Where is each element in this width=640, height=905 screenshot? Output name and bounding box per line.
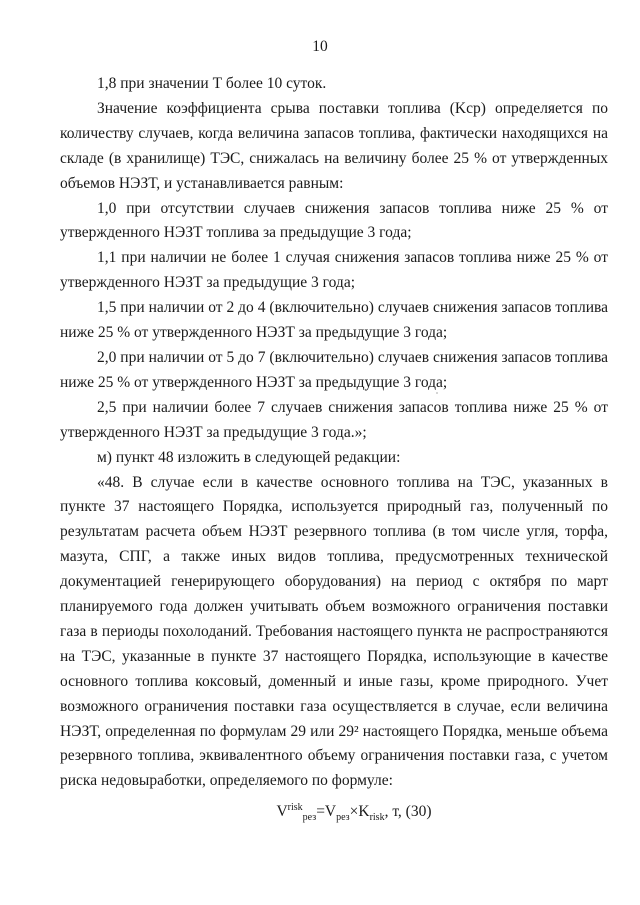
paragraph-1: 1,8 при значении Т более 10 суток. bbox=[97, 75, 327, 92]
formula-tail: , т, (30) bbox=[384, 803, 432, 821]
formula-sub-rez-2: рез bbox=[336, 812, 350, 824]
formula-30 bbox=[60, 800, 608, 825]
formula-sub-risk: risk bbox=[369, 812, 385, 824]
formula-sub-rez: рез bbox=[302, 812, 317, 824]
formula-times-k: ×K bbox=[349, 803, 370, 821]
paragraph-9: «48. В случае если в качестве основного топлива на ТЭС, указанных в пункте 37 настоящего Порядка, используется природный газ, полученный по результатам расчета объем НЭЗТ резервного топлива (в том числе угля, торфа, мазута, СПГ, а также иных видов топлива, предусмотренных технической документацией генерирующего оборудования) на период с октября по март планируемого года должен учитывать объем возможного ограничения поставки газа в периоды похолоданий. Требования настоящего пункта не распространяются на ТЭС, указанные в пункте 37 настоящего Порядка, использующие в качестве основного топлива коксовый, доменный и иные газы, кроме природного. Учет возможного ограничения поставки газа осуществляется в случае, если величина НЭЗТ, определенная по формулам 29 или 29² настоящего Порядка, меньше объема резервного топлива, эквивалентного объему ограничения поставки газа, с учетом риска недовыработки, определяемого по формуле: bbox=[60, 473, 608, 790]
paragraph-7: 2,5 при наличии более 7 случаев снижения запасов топлива ниже 25 % от утвержденного НЭЗТ за предыдущие 3 года.»; bbox=[60, 398, 608, 441]
page-number: 10 bbox=[312, 38, 328, 55]
paragraph-8: м) пункт 48 изложить в следующей редакции: bbox=[97, 448, 401, 466]
paragraph-4: 1,1 при наличии не более 1 случая снижения запасов топлива ниже 25 % от утвержденного НЭЗТ за предыдущие 3 года; bbox=[60, 249, 608, 292]
formula-v: V bbox=[276, 803, 288, 821]
document-body bbox=[60, 72, 608, 825]
paragraph-5: 1,5 при наличии от 2 до 4 (включительно) случаев снижения запасов топлива ниже 25 % от утвержденного НЭЗТ за предыдущие 3 года; bbox=[60, 299, 608, 342]
paragraph-2: Значение коэффициента срыва поставки топлива (Kср) определяется по количеству случаев, когда величина запасов топлива, фактически находящихся на складе (в хранилище) ТЭС, снижалась на величину более 25 % от утвержденных объемов НЭЗТ, и устанавливается равным: bbox=[60, 99, 608, 192]
formula-eq: =V bbox=[316, 803, 337, 821]
paragraph-6: 2,0 при наличии от 5 до 7 (включительно) случаев снижения запасов топлива ниже 25 % от утвержденного НЭЗТ за предыдущие 3 года; bbox=[60, 348, 608, 391]
paragraph-3: 1,0 при отсутствии случаев снижения запасов топлива ниже 25 % от утвержденного НЭЗТ топлива за предыдущие 3 года; bbox=[60, 199, 608, 242]
scan-speck bbox=[436, 392, 438, 394]
formula-sup-risk: risk bbox=[287, 802, 303, 814]
